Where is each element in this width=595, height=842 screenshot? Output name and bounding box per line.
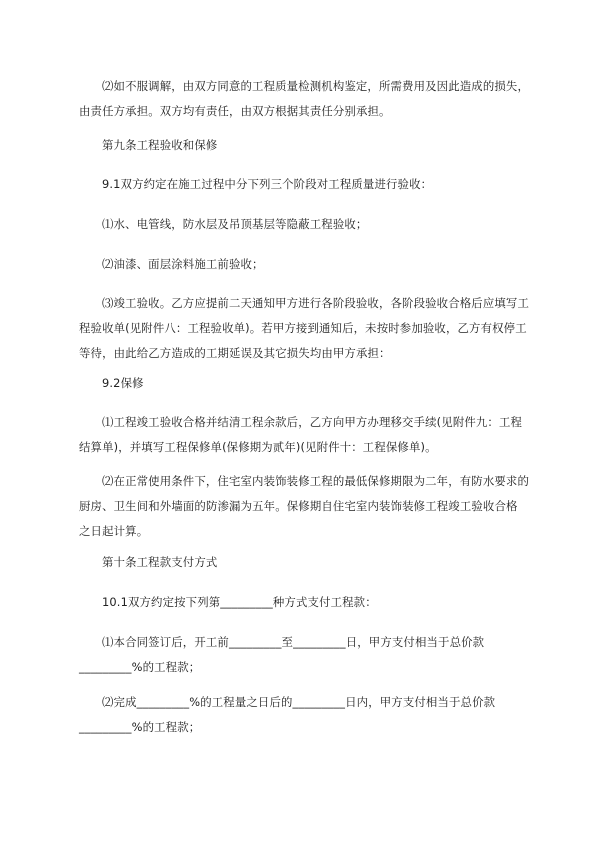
paragraph-mediation-appraisal: ⑵如不服调解，由双方同意的工程质量检测机构鉴定，所需费用及因此造成的损失，由责任方承担。双方均有责任，由双方根据其责任分别承担。	[79, 79, 530, 118]
heading-article-10: 第十条工程款支付方式	[102, 555, 218, 569]
paragraph-9-1-item-3: ⑶竣工验收。乙方应提前二天通知甲方进行各阶段验收，各阶段验收合格后应填写工程验收单(见附件八：工程验收单)。若甲方接到通知后，未按时参加验收，乙方有权停工等待，由此给乙方造成的工期延误及其它损失均由甲方承担：	[79, 296, 530, 360]
paragraph-9-2-item-1: ⑴工程竣工验收合格并结清工程余款后，乙方向甲方办理移交手续(见附件九：工程结算单)，并填写工程保修单(保修期为贰年)(见附件十：工程保修单)。	[79, 415, 523, 454]
paragraph-9-1-item-2: ⑵油漆、面层涂料施工前验收；	[102, 257, 264, 271]
paragraph-10-1-item-2: ⑵完成_________%的工程量之日后的_________日内，甲方支付相当于总价款_________%的工程款；	[79, 695, 496, 734]
paragraph-9-1-item-1: ⑴水、电管线，防水层及吊顶基层等隐蔽工程验收；	[102, 217, 368, 231]
paragraph-9-1: 9.1双方约定在施工过程中分下列三个阶段对工程质量进行验收：	[102, 177, 433, 191]
paragraph-10-1: 10.1双方约定按下列第_________种方式支付工程款：	[102, 595, 377, 609]
paragraph-9-2-item-2: ⑵在正常使用条件下，住宅室内装饰装修工程的最低保修期限为二年，有防水要求的厨房、卫生间和外墙面的防渗漏为五年。保修期自住宅室内装饰装修工程竣工验收合格之日起计算。	[79, 474, 530, 538]
paragraph-10-1-item-1: ⑴本合同签订后，开工前_________至_________日，甲方支付相当于总价款_________%的工程款；	[79, 635, 485, 674]
heading-article-9: 第九条工程验收和保修	[102, 138, 218, 152]
heading-9-2: 9.2保修	[102, 376, 144, 390]
